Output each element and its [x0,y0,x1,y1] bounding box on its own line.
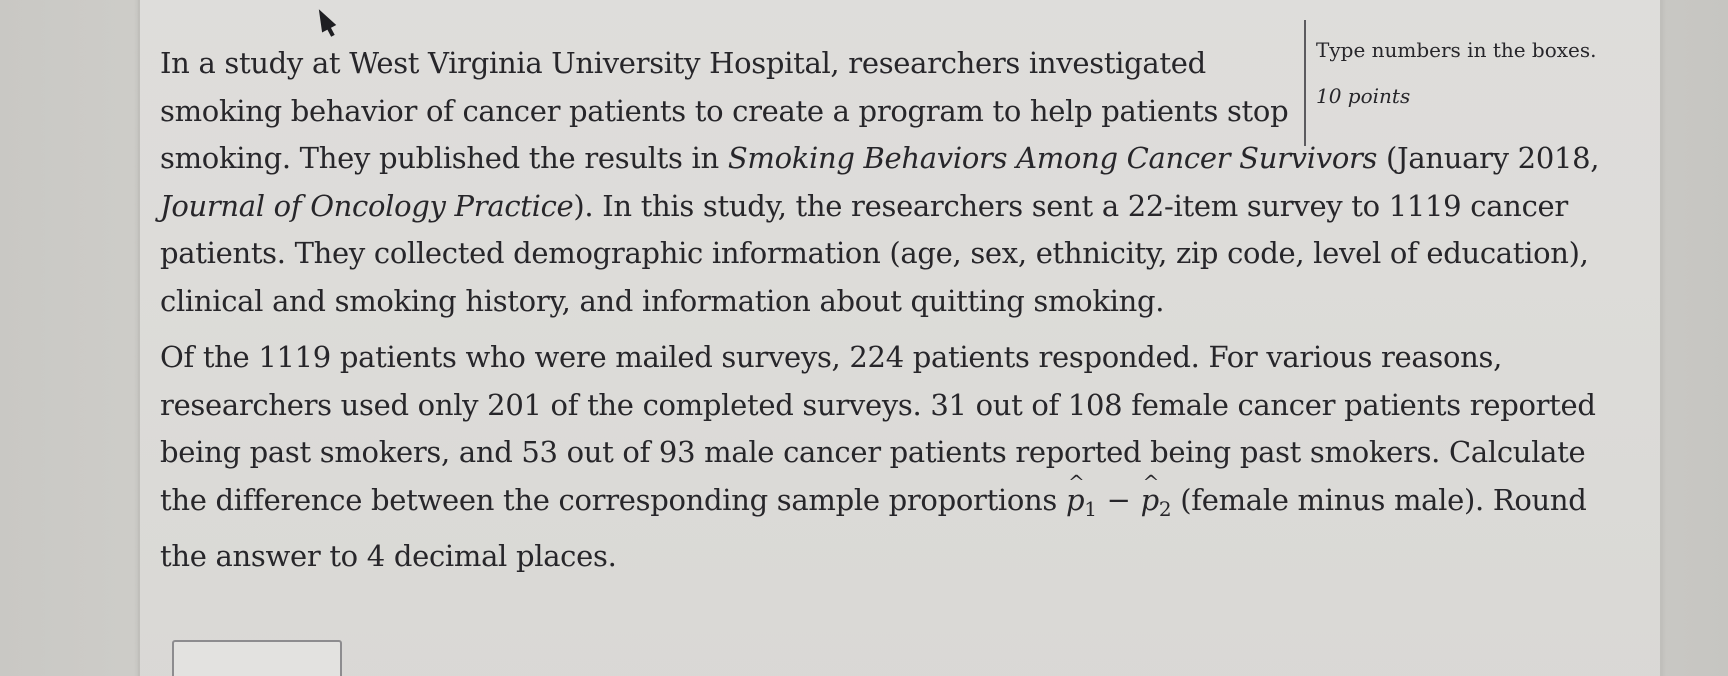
question-line-2: smoking behavior of cancer patients to create a program to help patients stop [160,93,1289,128]
question-text-segment: smoking. They published the results in [160,141,728,175]
question-text-segment: (female minus male). Round the answer to 4 decimal places. [160,482,1587,573]
question-line-3 [160,135,1620,325]
question-line-1: In a study at West Virginia University Hospital, researchers investigated [160,46,1206,80]
instruction-text: Type numbers in the boxes. [1316,38,1597,62]
points-label: 10 points [1316,84,1411,108]
article-title: Smoking Behaviors Among Cancer Survivors [727,141,1378,175]
instructions-panel [1304,20,1597,146]
question-text-segment: (January 2018, [1377,141,1600,175]
question-paragraph-2 [160,334,1620,581]
p-hat-1 [1066,477,1097,534]
journal-title: Journal of Oncology Practice [160,188,574,223]
subscript-2: 2 [1158,496,1172,521]
question-text-segment: Of the 1119 patients who were mailed surveys, 224 patients responded. For various reasons, researchers used only 201 of the completed surveys. 31 out of 108 female cancer patients reported being past smokers, and 53 out of 93 male cancer patients reported being past smokers. Calculate the difference between the corresponding sample proportions [160,340,1596,517]
p-hat-2 [1141,477,1172,534]
subscript-1: 1 [1084,496,1097,521]
p-hat-letter: p [1140,482,1159,517]
question-text-segment: ). In this study, the researchers sent a 22-item survey to 1119 cancer patients. They collected demographic information (age, sex, ethnicity, zip code, level of education), clinical and smoking history, and information about quitting smoking. [160,188,1589,318]
p-hat-letter: p [1065,482,1085,517]
answer-input[interactable] [172,640,342,676]
minus-sign: − [1106,482,1131,517]
